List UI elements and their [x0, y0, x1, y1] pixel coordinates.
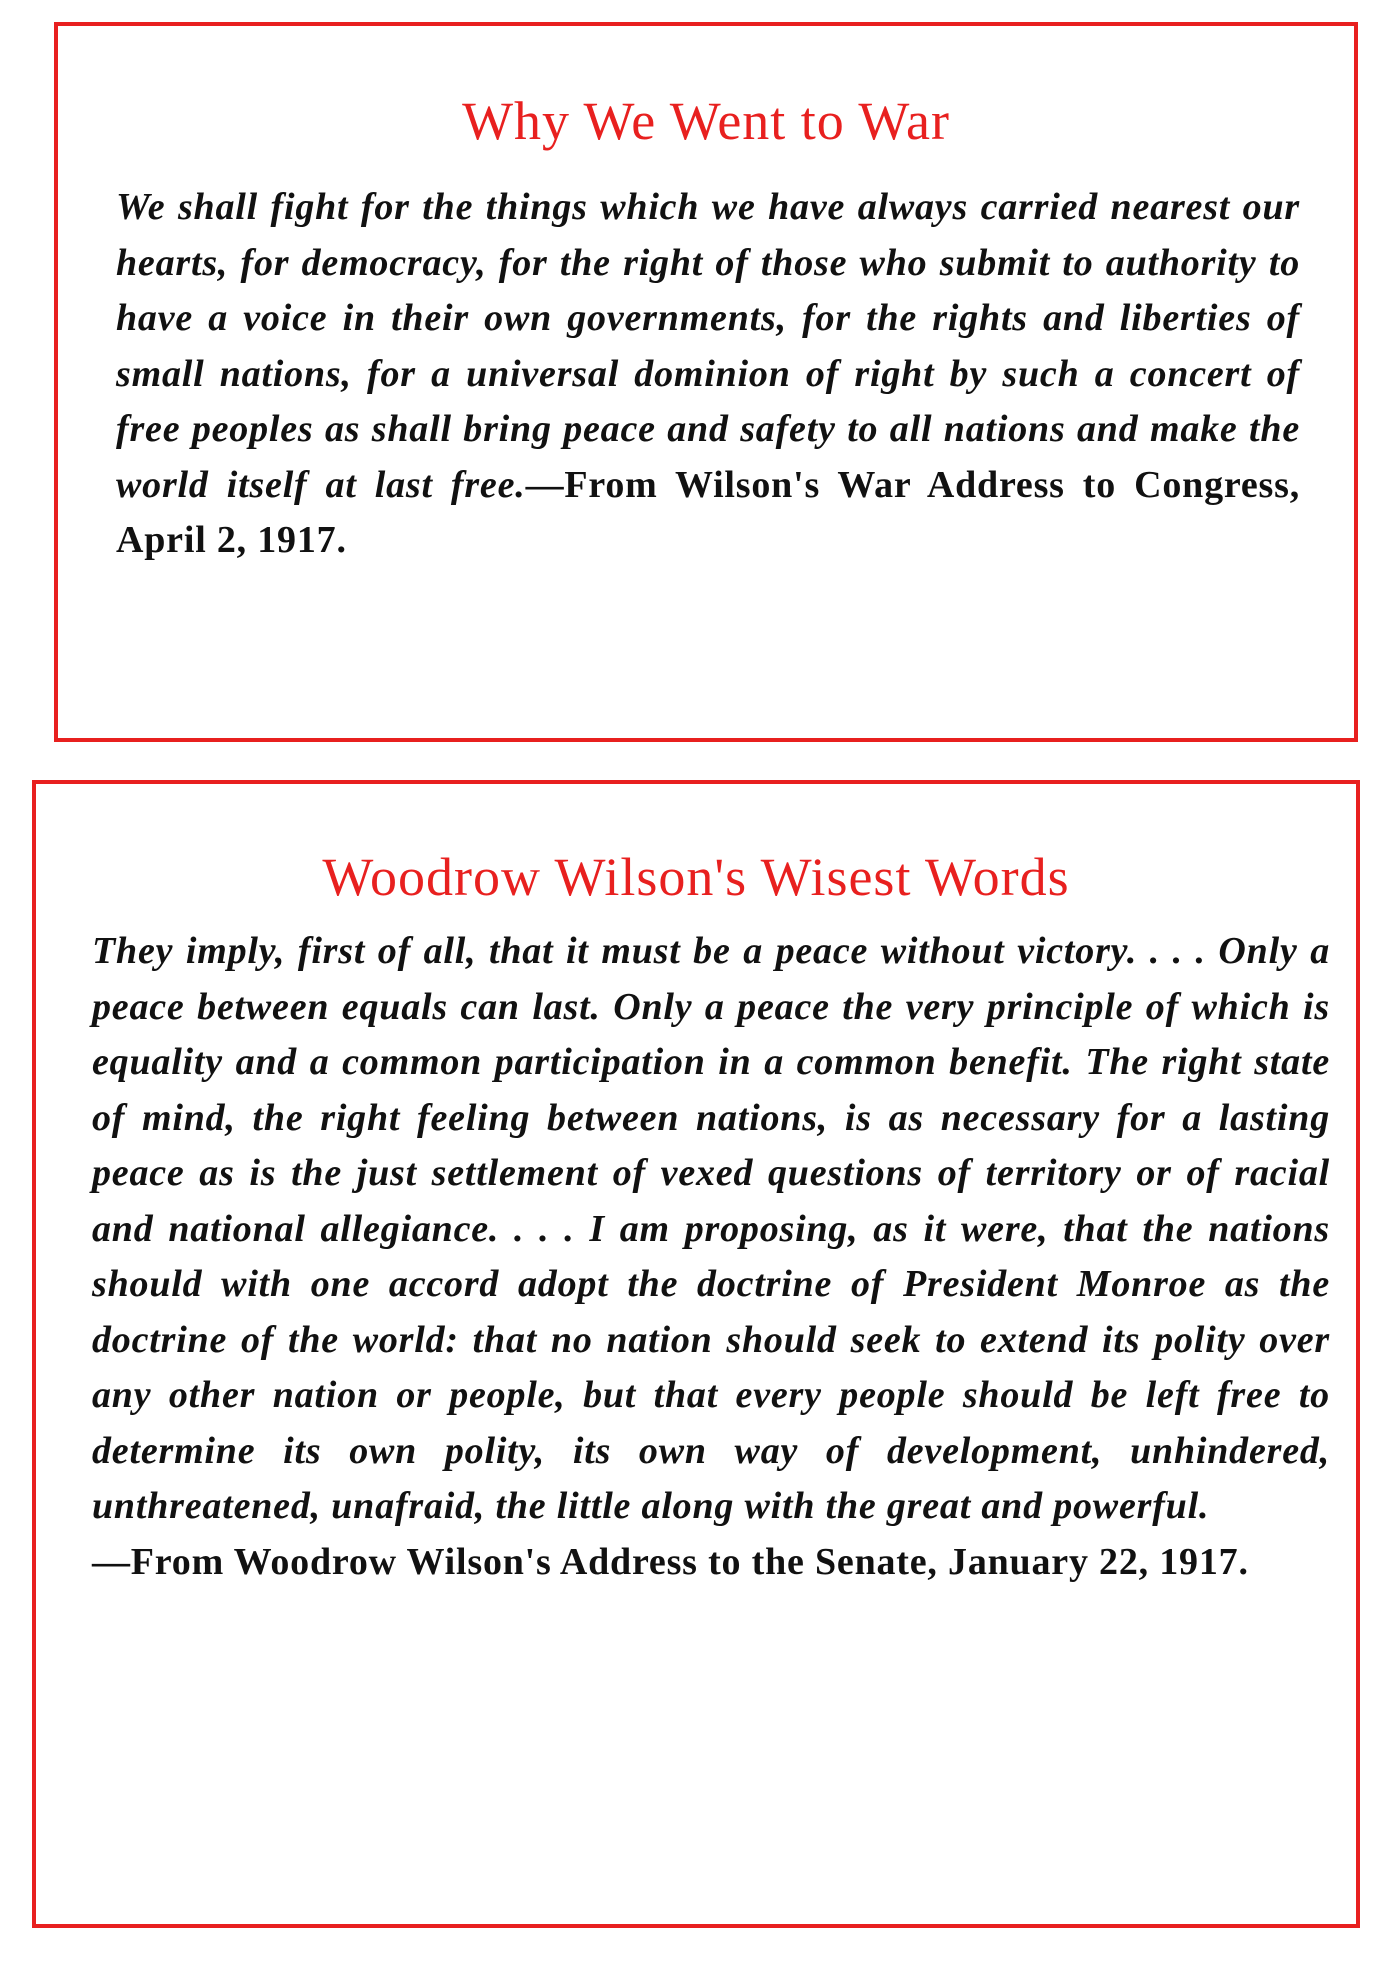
senate-address-body [92, 924, 1330, 1590]
war-address-body [116, 180, 1300, 569]
senate-address-title: Woodrow Wilson's Wisest Words [322, 847, 1070, 907]
senate-address-quote: They imply, first of all, that it must be a peace without victory. . . . Only a peace between equals can last. Only a peace the very principle of which is equality and a common participation in a common benefit. The right state of mind, the right feeling between nations, is as necessary for a lasting peace as is the just settlement of vexed questions of territory or of racial and national allegiance. . . . I am proposing, as it were, that the nations should with one accord adopt the doctrine of President Monroe as the doctrine of the world: that no nation should seek to extend its polity over any other nation or people, but that every people should be left free to determine its own polity, its own way of development, unhindered, unthreatened, unafraid, the little along with the great and powerful. [92, 930, 1330, 1527]
war-address-source: —From Wilson's War Address to Congress, April 2, 1917. [116, 463, 1300, 561]
war-address-quote: We shall fight for the things which we have always carried nearest our hearts, for democracy, for the right of those who submit to authority to have a voice in their own governments, for the rights and liberties of small nations, for a universal dominion of right by such a concert of free peoples as shall bring peace and safety to all nations and make the world itself at last free. [116, 186, 1300, 506]
senate-address-source: —From Woodrow Wilson's Address to the Senate, January 22, 1917. [92, 1540, 1249, 1583]
war-address-box [54, 22, 1358, 742]
war-address-title: Why We Went to War [462, 91, 950, 151]
senate-address-box [32, 780, 1360, 1928]
